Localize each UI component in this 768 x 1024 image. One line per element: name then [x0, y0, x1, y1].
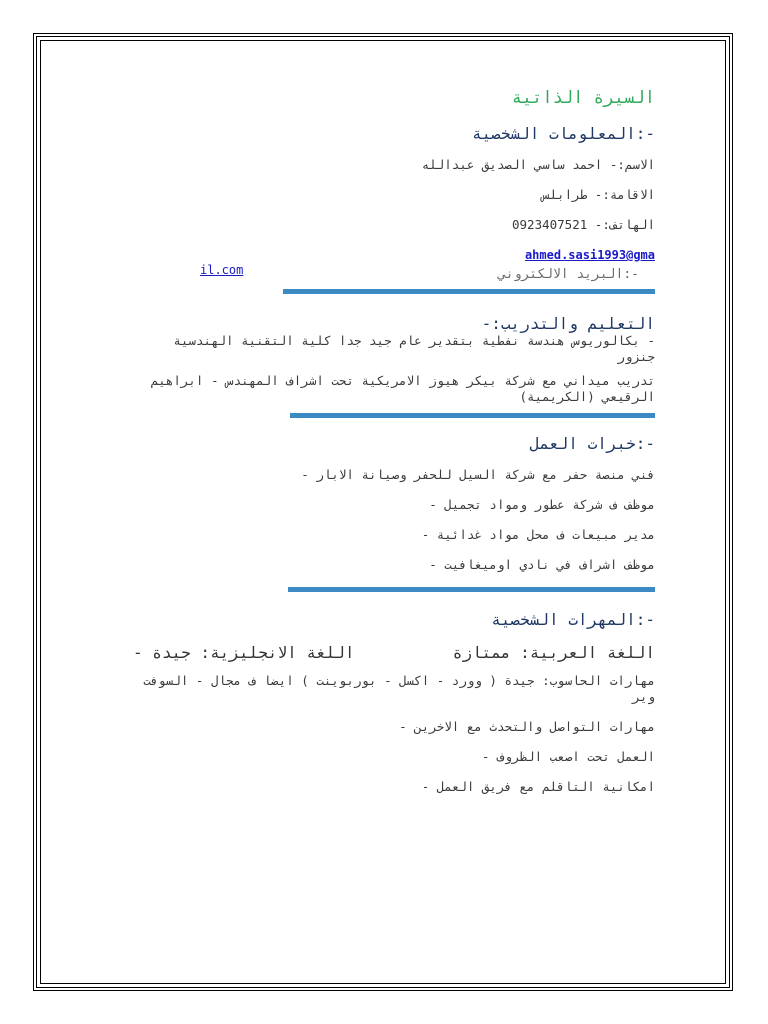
cv-title: السيرة الذاتية [511, 88, 655, 108]
english-language-skill: اللغة الانجليزية: جيدة - [133, 643, 355, 662]
education-item: تدريب ميداني مع شركة بيكر هيوز الامريكية تحت اشراف المهندس - ابراهيم الرقيعي (الكريمية) [150, 373, 655, 404]
language-skills-row [130, 643, 655, 662]
experience-item: موظف اشراف في نادي اوميغافيت - [429, 557, 655, 572]
name-line: الاسم:- احمد ساسي الصديق عبدالله [421, 157, 655, 172]
skill-item: مهارات التواصل والتحدث مع الاخرين - [399, 719, 655, 734]
skill-item: امكانية التاقلم مع فريق العمل - [421, 779, 655, 794]
education-item: - بكالوريوس هندسة نفطية بتقدير عام جيد جدا كلية التقنية الهندسية جنزور [173, 333, 655, 364]
skill-item: مهارات الحاسوب: جيدة ( وورد - اكسل - بوربوينت ) ايضا ف مجال - السوفت وير [143, 673, 655, 704]
email-link-continued[interactable]: il.com [200, 263, 244, 277]
email-link[interactable]: ahmed.sasi1993@gma [524, 248, 655, 262]
arabic-language-skill: اللغة العربية: ممتازة [452, 643, 655, 662]
experience-item: فني منصة حفر مع شركة السيل للحفر وصيانة الابار - [301, 467, 655, 482]
education-heading: التعليم والتدريب:- [481, 314, 655, 333]
phone-line: الهاتف:- 0923407521 [512, 217, 655, 232]
cv-document [130, 88, 655, 795]
experience-item: مدير مبيعات ف محل مواد غدائية - [421, 527, 655, 542]
skill-item: العمل تحت اصعب الظروف - [481, 749, 655, 764]
personal-info-heading: -:المعلومات الشخصية [471, 124, 655, 143]
experience-heading: -:خبرات العمل [529, 434, 655, 453]
experience-item: موظف ف شركة عطور ومواد تجميل - [429, 497, 655, 512]
email-label: -:البريد الالكتروني [498, 267, 639, 282]
skills-heading: -:المهرات الشخصية [491, 610, 655, 629]
residence-line: الاقامة:- طرابلس [542, 187, 655, 202]
